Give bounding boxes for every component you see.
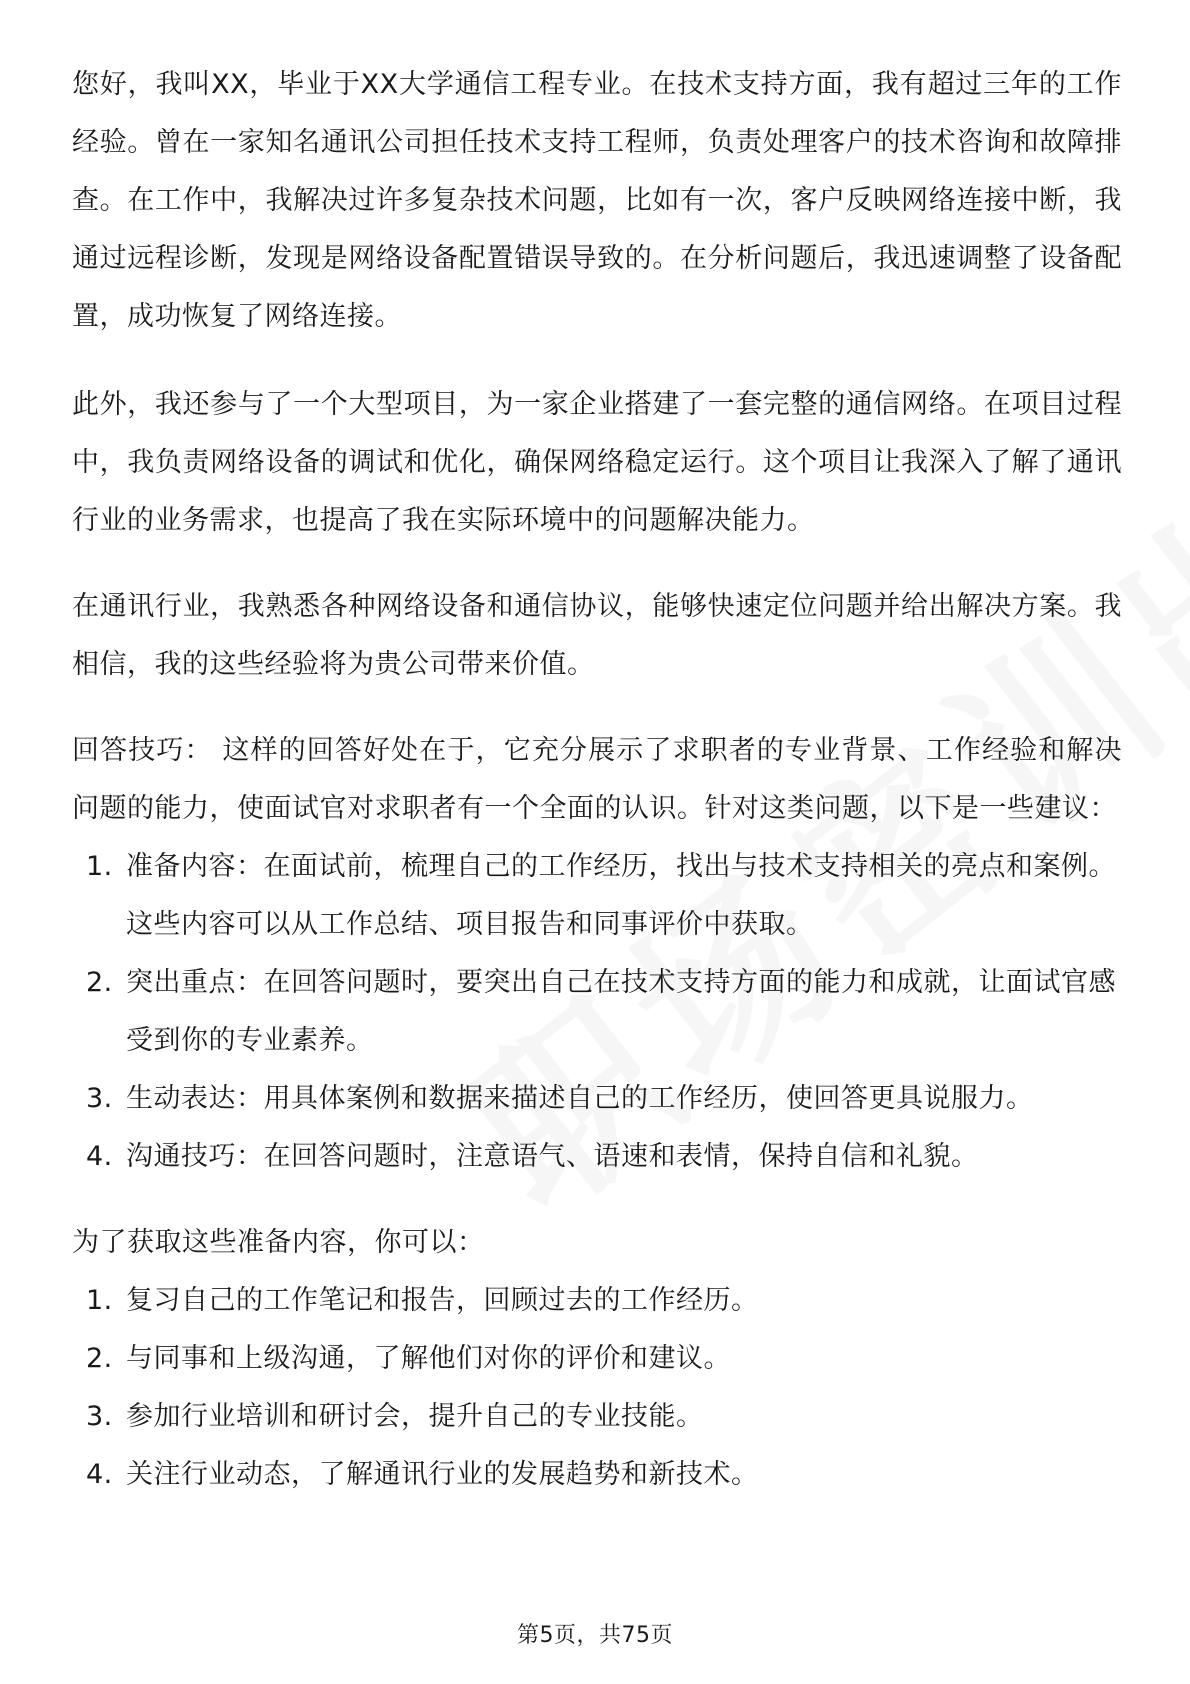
list-item-text: 突出重点：在回答问题时，要突出自己在技术支持方面的能力和成就，让面试官感受到你的专业素养。 [126,967,1116,1056]
list-item-text: 参加行业培训和研讨会，提升自己的专业技能。 [126,1401,704,1432]
list-number: 4. [86,1459,113,1490]
list-item-text: 生动表达：用具体案例和数据来描述自己的工作经历，使回答更具说服力。 [126,1083,1034,1114]
list-item-text: 关注行业动态，了解通讯行业的发展趋势和新技术。 [126,1459,759,1490]
list-item [72,1388,1122,1446]
list-item [72,1272,1122,1330]
list-number: 1. [86,1285,113,1316]
list-number: 3. [86,1401,113,1432]
list-item [72,838,1122,954]
list-item [72,1446,1122,1504]
paragraph-project: 此外，我还参与了一个大型项目，为一家企业搭建了一套完整的通信网络。在项目过程中，我负责网络设备的调试和优化，确保网络稳定运行。这个项目让我深入了解了通讯行业的业务需求，也提高了我在实际环境中的问题解决能力。 [72,389,1122,536]
paragraph-industry: 在通讯行业，我熟悉各种网络设备和通信协议，能够快速定位问题并给出解决方案。我相信，我的这些经验将为贵公司带来价值。 [72,591,1122,680]
list-item [72,1128,1122,1186]
list-item [72,1070,1122,1128]
list-item [72,954,1122,1070]
prep-list [72,1272,1122,1504]
paragraph-prep-intro: 为了获取这些准备内容，你可以： [72,1227,485,1258]
list-number: 3. [86,1083,113,1114]
list-item-text: 与同事和上级沟通，了解他们对你的评价和建议。 [126,1343,731,1374]
list-item [72,1330,1122,1388]
page-number: 第5页，共75页 [517,1623,673,1648]
list-number: 1. [86,851,113,882]
document-body [72,56,1122,1504]
list-item-text: 复习自己的工作笔记和报告，回顾过去的工作经历。 [126,1285,759,1316]
list-item-text: 准备内容：在面试前，梳理自己的工作经历，找出与技术支持相关的亮点和案例。这些内容可以从工作总结、项目报告和同事评价中获取。 [126,851,1116,940]
list-number: 4. [86,1141,113,1172]
paragraph-intro: 您好，我叫XX，毕业于XX大学通信工程专业。在技术支持方面，我有超过三年的工作经验。曾在一家知名通讯公司担任技术支持工程师，负责处理客户的技术咨询和故障排查。在工作中，我解决过许多复杂技术问题，比如有一次，客户反映网络连接中断，我通过远程诊断，发现是网络设备配置错误导致的。在分析问题后，我迅速调整了设备配置，成功恢复了网络连接。 [72,69,1122,332]
tips-list [72,838,1122,1186]
list-number: 2. [86,967,113,998]
list-number: 2. [86,1343,113,1374]
list-item-text: 沟通技巧：在回答问题时，注意语气、语速和表情，保持自信和礼貌。 [126,1141,979,1172]
paragraph-answer-tips: 回答技巧： 这样的回答好处在于，它充分展示了求职者的专业背景、工作经验和解决问题的能力，使面试官对求职者有一个全面的认识。针对这类问题，以下是一些建议： [72,735,1122,824]
